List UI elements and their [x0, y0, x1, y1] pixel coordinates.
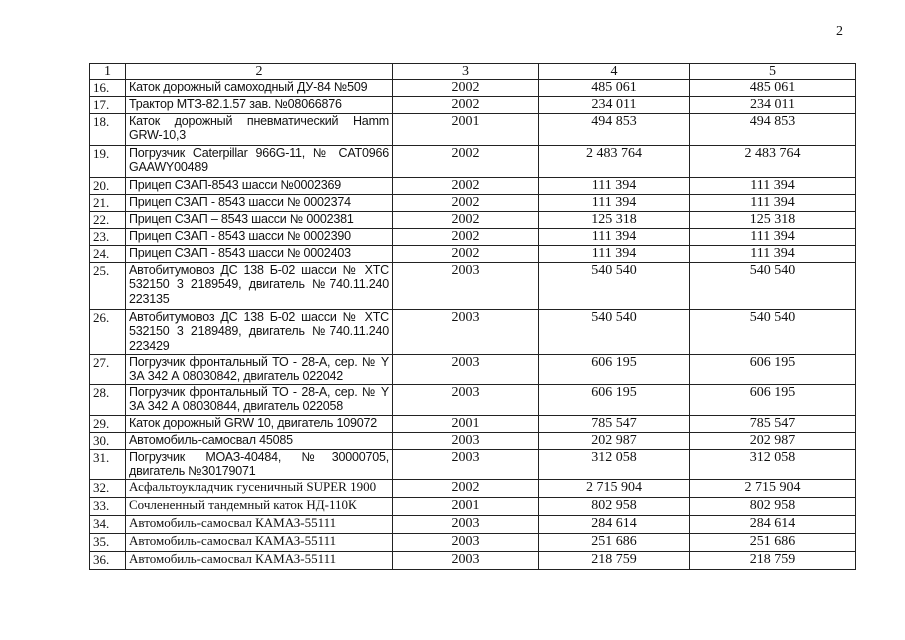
table-row: [90, 516, 856, 534]
column-header-3: 3: [393, 64, 539, 80]
table-row: [90, 433, 856, 450]
item-year: 2002: [393, 146, 539, 178]
table-row: [90, 310, 856, 355]
item-value-col5: 111 394: [690, 229, 856, 246]
row-number: 31.: [90, 450, 126, 480]
item-value-col4: 606 195: [539, 355, 690, 385]
item-value-col5: 494 853: [690, 114, 856, 146]
item-value-col4: 125 318: [539, 212, 690, 229]
item-year: 2003: [393, 552, 539, 570]
item-value-col5: 802 958: [690, 498, 856, 516]
asset-table: [89, 63, 856, 570]
item-name: Погрузчик Caterpillar 966G-11, № CAT0966 GAAWY00489: [126, 146, 393, 178]
item-year: 2002: [393, 212, 539, 229]
table-row: [90, 178, 856, 195]
item-value-col4: 234 011: [539, 97, 690, 114]
item-value-col4: 284 614: [539, 516, 690, 534]
item-value-col4: 2 483 764: [539, 146, 690, 178]
item-value-col5: 125 318: [690, 212, 856, 229]
item-value-col5: 284 614: [690, 516, 856, 534]
item-value-col4: 111 394: [539, 178, 690, 195]
item-value-col4: 485 061: [539, 80, 690, 97]
item-year: 2003: [393, 534, 539, 552]
item-year: 2002: [393, 97, 539, 114]
item-value-col5: 218 759: [690, 552, 856, 570]
item-year: 2003: [393, 450, 539, 480]
row-number: 26.: [90, 310, 126, 355]
item-value-col5: 111 394: [690, 178, 856, 195]
column-header-5: 5: [690, 64, 856, 80]
item-value-col4: 494 853: [539, 114, 690, 146]
row-number: 21.: [90, 195, 126, 212]
table-row: [90, 552, 856, 570]
item-value-col4: 2 715 904: [539, 480, 690, 498]
row-number: 28.: [90, 385, 126, 416]
row-number: 35.: [90, 534, 126, 552]
item-value-col4: 218 759: [539, 552, 690, 570]
column-header-4: 4: [539, 64, 690, 80]
table-row: [90, 80, 856, 97]
item-value-col5: 540 540: [690, 263, 856, 310]
item-year: 2003: [393, 263, 539, 310]
item-name: Прицеп СЗАП - 8543 шасси № 0002390: [126, 229, 393, 246]
row-number: 16.: [90, 80, 126, 97]
item-name: Автомобиль-самосвал КАМАЗ-55111: [126, 534, 393, 552]
item-value-col4: 785 547: [539, 416, 690, 433]
row-number: 23.: [90, 229, 126, 246]
row-number: 17.: [90, 97, 126, 114]
item-value-col4: 251 686: [539, 534, 690, 552]
item-name: Каток дорожный самоходный ДУ-84 №509: [126, 80, 393, 97]
item-name: Автомобиль-самосвал КАМАЗ-55111: [126, 516, 393, 534]
item-year: 2001: [393, 498, 539, 516]
table-row: [90, 229, 856, 246]
row-number: 20.: [90, 178, 126, 195]
item-name: Прицеп СЗАП-8543 шасси №0002369: [126, 178, 393, 195]
item-value-col5: 606 195: [690, 385, 856, 416]
item-value-col4: 111 394: [539, 195, 690, 212]
header-row: [90, 64, 856, 80]
row-number: 18.: [90, 114, 126, 146]
table-row: [90, 416, 856, 433]
item-value-col4: 111 394: [539, 229, 690, 246]
item-year: 2002: [393, 480, 539, 498]
item-value-col5: 234 011: [690, 97, 856, 114]
table-row: [90, 146, 856, 178]
item-value-col4: 606 195: [539, 385, 690, 416]
table-row: [90, 195, 856, 212]
item-value-col5: 111 394: [690, 246, 856, 263]
item-name: Прицеп СЗАП – 8543 шасси № 0002381: [126, 212, 393, 229]
item-year: 2001: [393, 416, 539, 433]
table-body: [90, 80, 856, 570]
table-row: [90, 246, 856, 263]
item-name: Автобитумовоз ДС 138 Б-02 шасси № ХТС 532150 3 2189549, двигатель №740.11.240 223135: [126, 263, 393, 310]
table-row: [90, 480, 856, 498]
row-number: 34.: [90, 516, 126, 534]
item-year: 2001: [393, 114, 539, 146]
item-value-col4: 111 394: [539, 246, 690, 263]
item-value-col5: 2 483 764: [690, 146, 856, 178]
item-name: Автомобиль-самосвал 45085: [126, 433, 393, 450]
item-name: Асфальтоукладчик гусеничный SUPER 1900: [126, 480, 393, 498]
table-row: [90, 355, 856, 385]
column-header-2: 2: [126, 64, 393, 80]
table-row: [90, 212, 856, 229]
item-year: 2003: [393, 310, 539, 355]
row-number: 36.: [90, 552, 126, 570]
item-value-col5: 2 715 904: [690, 480, 856, 498]
item-year: 2003: [393, 385, 539, 416]
item-value-col4: 312 058: [539, 450, 690, 480]
row-number: 24.: [90, 246, 126, 263]
item-value-col5: 202 987: [690, 433, 856, 450]
table-row: [90, 534, 856, 552]
item-year: 2002: [393, 229, 539, 246]
item-value-col5: 606 195: [690, 355, 856, 385]
item-value-col5: 251 686: [690, 534, 856, 552]
item-value-col4: 202 987: [539, 433, 690, 450]
item-value-col4: 540 540: [539, 263, 690, 310]
item-name: Трактор МТЗ-82.1.57 зав. №08066876: [126, 97, 393, 114]
item-name: Прицеп СЗАП - 8543 шасси № 0002374: [126, 195, 393, 212]
table-row: [90, 385, 856, 416]
page-number: 2: [836, 24, 843, 39]
table-row: [90, 263, 856, 310]
item-value-col5: 540 540: [690, 310, 856, 355]
row-number: 22.: [90, 212, 126, 229]
item-name: Каток дорожный GRW 10, двигатель 109072: [126, 416, 393, 433]
row-number: 30.: [90, 433, 126, 450]
table-row: [90, 498, 856, 516]
item-value-col5: 485 061: [690, 80, 856, 97]
item-name: Погрузчик фронтальный ТО - 28-А, сер. № Y ЗА 342 А 08030842, двигатель 022042: [126, 355, 393, 385]
item-year: 2002: [393, 246, 539, 263]
item-name: Автомобиль-самосвал КАМАЗ-55111: [126, 552, 393, 570]
item-value-col4: 802 958: [539, 498, 690, 516]
row-number: 19.: [90, 146, 126, 178]
item-value-col5: 785 547: [690, 416, 856, 433]
item-year: 2002: [393, 178, 539, 195]
item-year: 2003: [393, 516, 539, 534]
item-name: Погрузчик фронтальный ТО - 28-А, сер. № Y ЗА 342 А 08030844, двигатель 022058: [126, 385, 393, 416]
row-number: 32.: [90, 480, 126, 498]
item-year: 2003: [393, 355, 539, 385]
item-value-col5: 312 058: [690, 450, 856, 480]
row-number: 27.: [90, 355, 126, 385]
column-header-1: 1: [90, 64, 126, 80]
row-number: 29.: [90, 416, 126, 433]
item-value-col4: 540 540: [539, 310, 690, 355]
item-name: Автобитумовоз ДС 138 Б-02 шасси № ХТС 532150 3 2189489, двигатель №740.11.240 223429: [126, 310, 393, 355]
item-name: Сочлененный тандемный каток НД-110К: [126, 498, 393, 516]
item-name: Каток дорожный пневматический Hamm GRW-10,3: [126, 114, 393, 146]
item-year: 2002: [393, 195, 539, 212]
table-row: [90, 114, 856, 146]
table-row: [90, 97, 856, 114]
row-number: 25.: [90, 263, 126, 310]
item-name: Погрузчик МОАЗ-40484, №30000705, двигатель №30179071: [126, 450, 393, 480]
table-row: [90, 450, 856, 480]
row-number: 33.: [90, 498, 126, 516]
item-value-col5: 111 394: [690, 195, 856, 212]
item-name: Прицеп СЗАП - 8543 шасси № 0002403: [126, 246, 393, 263]
item-year: 2003: [393, 433, 539, 450]
item-year: 2002: [393, 80, 539, 97]
